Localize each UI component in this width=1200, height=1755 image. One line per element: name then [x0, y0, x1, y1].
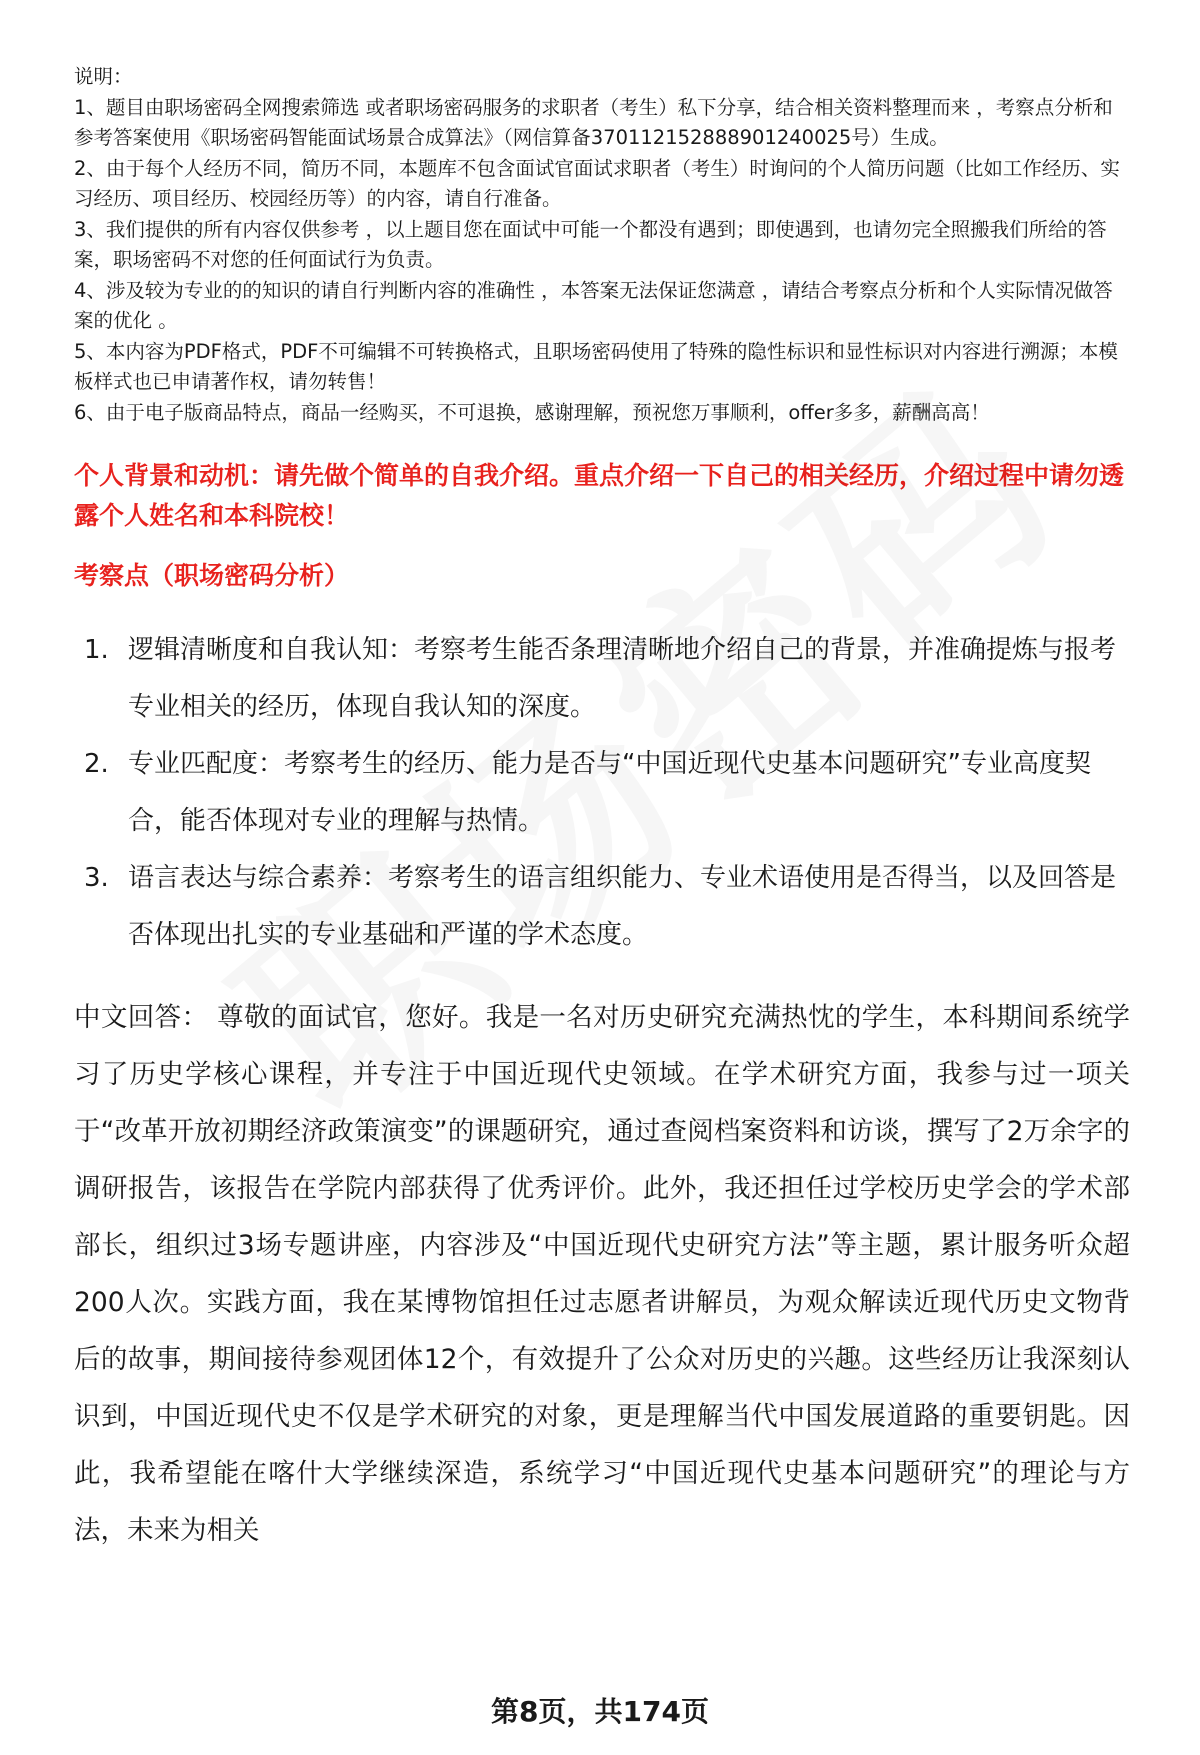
notes-line: 6、由于电子版商品特点，商品一经购买，不可退换，感谢理解，预祝您万事顺利，offer多多，薪酬高高！ — [74, 400, 990, 424]
answer-label: 中文回答： — [74, 1002, 209, 1033]
point-number: 3. — [84, 863, 109, 893]
point-text: 专业匹配度：考察考生的经历、能力是否与“中国近现代史基本问题研究”专业高度契合，能否体现对专业的理解与热情。 — [128, 749, 1091, 836]
point-text: 逻辑清晰度和自我认知：考察考生能否条理清晰地介绍自己的背景，并准确提炼与报考专业相关的经历，体现自我认知的深度。 — [128, 635, 1117, 722]
disclaimer-notes — [74, 62, 1130, 428]
notes-line: 5、本内容为PDF格式，PDF不可编辑不可转换格式，且职场密码使用了特殊的隐性标识和显性标识对内容进行溯源；本模板样式也已申请著作权，请勿转售！ — [74, 339, 1118, 393]
point-number: 2. — [84, 749, 109, 779]
analysis-point — [74, 736, 1130, 850]
notes-line: 1、题目由职场密码全网搜索筛选 或者职场密码服务的求职者（考生）私下分享，结合相关资料整理而来 ，考察点分析和参考答案使用《职场密码智能面试场景合成算法》（网信算备370112152888901240025号）生成。 — [74, 95, 1113, 149]
interview-question: 个人背景和动机：请先做个简单的自我介绍。重点介绍一下自己的相关经历，介绍过程中请勿透露个人姓名和本科院校！ — [74, 461, 1125, 530]
analysis-points-list — [74, 622, 1130, 964]
point-number: 1. — [84, 635, 109, 665]
answer-paragraph — [74, 989, 1130, 1559]
analysis-point — [74, 850, 1130, 964]
answer-text: 尊敬的面试官，您好。我是一名对历史研究充满热忱的学生，本科期间系统学习了历史学核心课程，并专注于中国近现代史领域。在学术研究方面，我参与过一项关于“改革开放初期经济政策演变”的课题研究，通过查阅档案资料和访谈，撰写了2万余字的调研报告，该报告在学院内部获得了优秀评价。此外，我还担任过学校历史学会的学术部部长，组织过3场专题讲座，内容涉及“中国近现代史研究方法”等主题，累计服务听众超200人次。实践方面，我在某博物馆担任过志愿者讲解员，为观众解读近现代历史文物背后的故事，期间接待参观团体12个，有效提升了公众对历史的兴趣。这些经历让我深刻认识到，中国近现代史不仅是学术研究的对象，更是理解当代中国发展道路的重要钥匙。因此，我希望能在喀什大学继续深造，系统学习“中国近现代史基本问题研究”的理论与方法，未来为相关 — [74, 1002, 1131, 1546]
notes-title: 说明： — [74, 65, 133, 88]
notes-line: 2、由于每个人经历不同，简历不同，本题库不包含面试官面试求职者（考生）时询问的个人简历问题（比如工作经历、实习经历、项目经历、校园经历等）的内容，请自行准备。 — [74, 156, 1120, 210]
notes-line: 3、我们提供的所有内容仅供参考 ，以上题目您在面试中可能一个都没有遇到；即使遇到，也请勿完全照搬我们所给的答案，职场密码不对您的任何面试行为负责。 — [74, 217, 1107, 271]
point-text: 语言表达与综合素养：考察考生的语言组织能力、专业术语使用是否得当，以及回答是否体现出扎实的专业基础和严谨的学术态度。 — [128, 863, 1117, 950]
notes-line: 4、涉及较为专业的的知识的请自行判断内容的准确性 ，本答案无法保证您满意 ，请结合考察点分析和个人实际情况做答案的优化 。 — [74, 278, 1113, 332]
analysis-heading: 考察点（职场密码分析） — [74, 561, 350, 590]
analysis-point — [74, 622, 1130, 736]
page-number: 第8页，共174页 — [491, 1695, 709, 1728]
